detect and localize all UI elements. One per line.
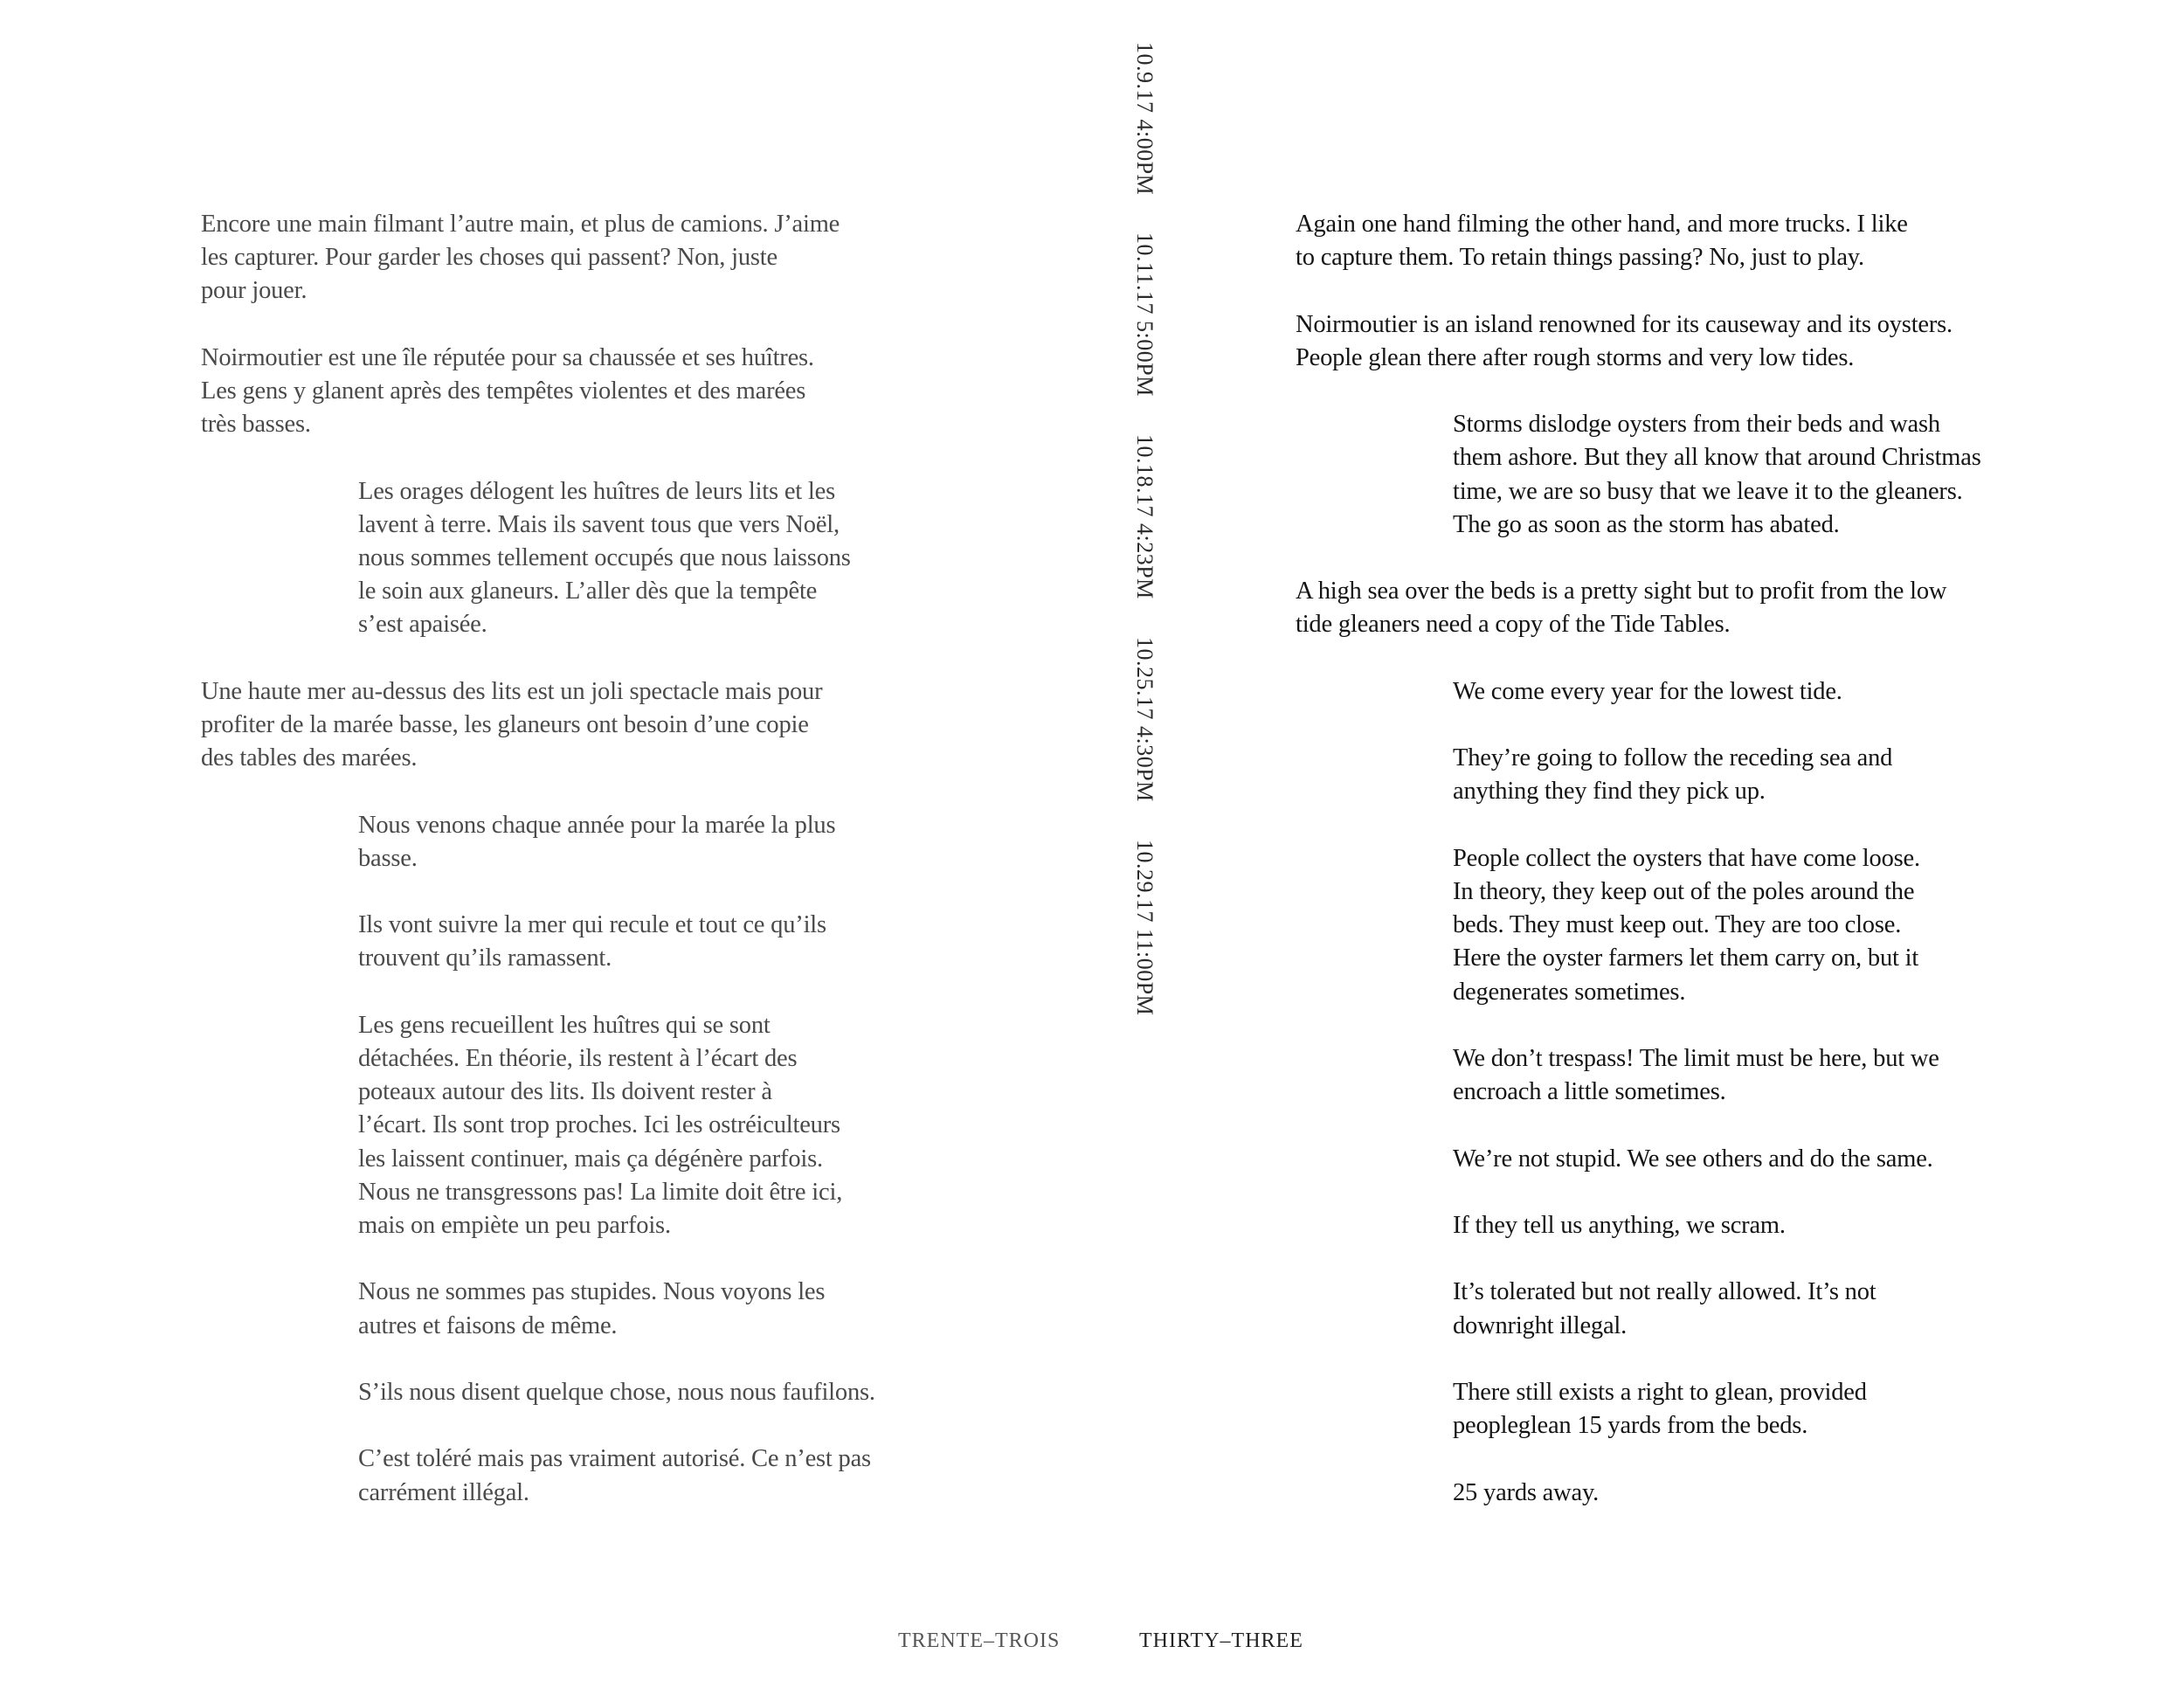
french-text-column bbox=[201, 208, 900, 1543]
timestamp: 10.9.17 4:00PM bbox=[1132, 42, 1158, 196]
french-quote-4: Les gens recueillent les huîtres qui se sont détachées. En théorie, ils restent à l’écart des poteaux autour des lits. Ils doivent rester à l’écart. Ils sont trop proches. Ici les ostréiculteurs les laissent continuer, mais ça dégénère parfois. Nous ne transgressons pas! La limite doit être ici, mais on empiète un peu parfois. bbox=[358, 1011, 843, 1239]
timestamp-gutter bbox=[1132, 42, 1157, 1047]
french-paragraph-2: Noirmoutier est une île réputée pour sa chaussée et ses huîtres. Les gens y glanent après des tempêtes violentes et des marées très basses. bbox=[201, 343, 814, 439]
french-quote-3: Ils vont suivre la mer qui recule et tout ce qu’ils trouvent qu’ils ramassent. bbox=[358, 911, 826, 972]
english-quote-10: 25 yards away. bbox=[1453, 1478, 1600, 1506]
english-quote-5: We don’t trespass! The limit must be here, but we encroach a little sometimes. bbox=[1453, 1044, 1939, 1106]
english-quote-7: If they tell us anything, we scram. bbox=[1453, 1211, 1786, 1239]
english-quote-8: It’s tolerated but not really allowed. It’s not downright illegal. bbox=[1453, 1278, 1876, 1339]
english-paragraph-2: Noirmoutier is an island renowned for its causeway and its oysters. People glean there after rough storms and very low tides. bbox=[1296, 310, 1952, 371]
english-quote-3: They’re going to follow the receding sea and anything they find they pick up. bbox=[1453, 744, 1893, 806]
french-quote-1: Les orages délogent les huîtres de leurs lits et les lavent à terre. Mais ils savent tous que vers Noël, nous sommes tellement occupés que nous laissons le soin aux glaneurs. L’aller dès que la tempête s’est apaisée. bbox=[358, 477, 851, 639]
timestamp: 10.11.17 5:00PM bbox=[1132, 232, 1158, 398]
english-quote-6: We’re not stupid. We see others and do the same. bbox=[1453, 1145, 1933, 1173]
french-quote-2: Nous venons chaque année pour la marée la plus basse. bbox=[358, 811, 836, 872]
french-paragraph-3: Une haute mer au-dessus des lits est un joli spectacle mais pour profiter de la marée basse, les glaneurs ont besoin d’une copie des tables des marées. bbox=[201, 677, 823, 772]
english-page-number: THIRTY–THREE bbox=[1139, 1629, 1303, 1652]
french-quote-5: Nous ne sommes pas stupides. Nous voyons les autres et faisons de même. bbox=[358, 1278, 826, 1339]
timestamp: 10.25.17 4:30PM bbox=[1132, 636, 1158, 802]
english-text-column bbox=[1296, 208, 2003, 1543]
french-quote-7: C’est toléré mais pas vraiment autorisé. Ce n’est pas carrément illégal. bbox=[358, 1445, 871, 1506]
timestamp: 10.18.17 4:23PM bbox=[1132, 434, 1158, 599]
english-paragraph-3: A high sea over the beds is a pretty sight but to profit from the low tide gleaners need a copy of the Tide Tables. bbox=[1296, 578, 1947, 639]
french-page-number: TRENTE–TROIS bbox=[898, 1629, 1061, 1652]
english-paragraph-1: Again one hand filming the other hand, and more trucks. I like to capture them. To retain things passing? No, just to play. bbox=[1296, 211, 1908, 272]
english-quote-9: There still exists a right to glean, provided peopleglean 15 yards from the beds. bbox=[1453, 1378, 1867, 1440]
english-quote-1: Storms dislodge oysters from their beds and wash them ashore. But they all know that around Christmas time, we are so busy that we leave it to the gleaners. The go as soon as the storm has abated. bbox=[1453, 411, 1981, 538]
french-quote-6: S’ils nous disent quelque chose, nous nous faufilons. bbox=[358, 1378, 875, 1406]
english-quote-2: We come every year for the lowest tide. bbox=[1453, 677, 1842, 705]
english-quote-4: People collect the oysters that have come loose. In theory, they keep out of the poles around the beds. They must keep out. They are too close. Here the oyster farmers let them carry on, but it degenerates sometimes. bbox=[1453, 844, 1920, 1006]
french-paragraph-1: Encore une main filmant l’autre main, et plus de camions. J’aime les capturer. Pour garder les choses qui passent? Non, juste pour jouer. bbox=[201, 211, 840, 305]
timestamp: 10.29.17 11:00PM bbox=[1132, 839, 1158, 1016]
